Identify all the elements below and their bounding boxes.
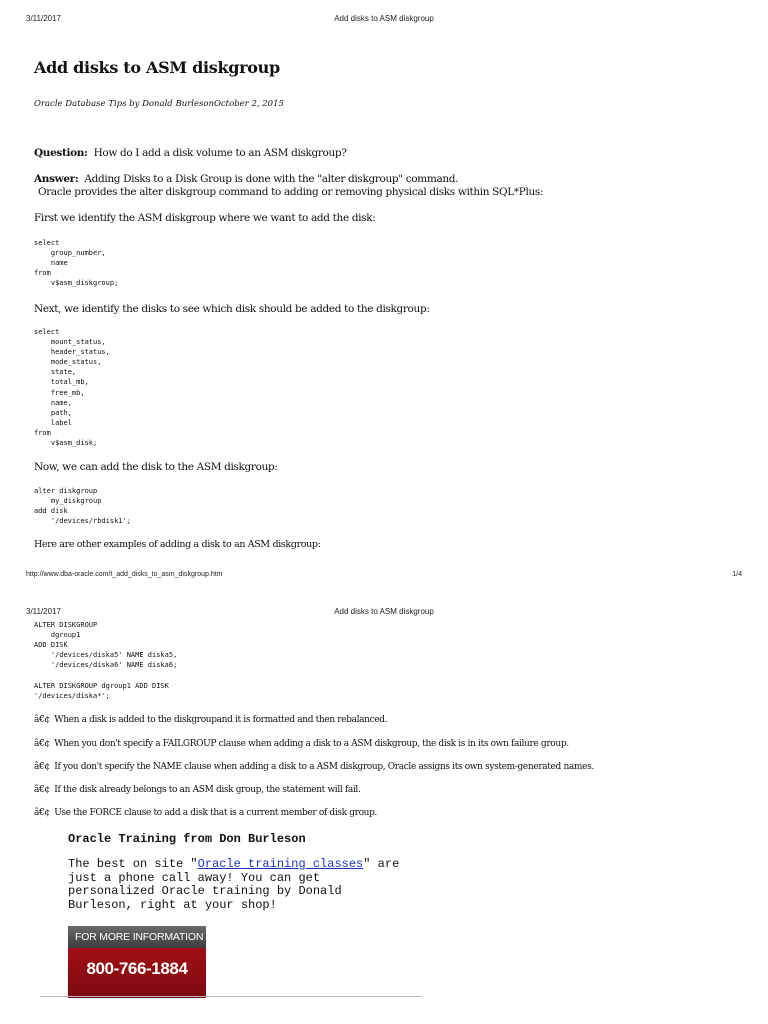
page2-header-title: Add disks to ASM diskgroup — [334, 607, 434, 616]
answer-line2: Oracle provides the alter diskgroup command to adding or removing physical disks within SQL*Plus: — [38, 186, 544, 198]
bullet-item — [34, 715, 387, 725]
oracle-training-classes-link[interactable]: Oracle training classes — [197, 857, 364, 871]
question — [34, 147, 347, 160]
bullet-mark: â€¢ — [34, 739, 50, 749]
bullet-mark: â€¢ — [34, 785, 50, 795]
promo-title: Oracle Training from Don Burleson — [68, 832, 306, 846]
phone-number: 800-766-1884 — [86, 959, 188, 978]
answer-label: Answer: — [34, 173, 79, 185]
bullet-item — [34, 785, 360, 795]
answer-text: Adding Disks to a Disk Group is done with the "alter diskgroup" command. — [84, 173, 459, 185]
bullet-mark: â€¢ — [34, 808, 50, 818]
promo-line-1-post: " are — [363, 857, 400, 871]
bullet-mark: â€¢ — [34, 715, 50, 725]
promo-line-1-pre: The best on site " — [68, 857, 198, 871]
bullet-item — [34, 739, 569, 749]
promo-line-2: just a phone call away! You can get — [68, 870, 321, 885]
question-text: How do I add a disk volume to an ASM diskgroup? — [93, 147, 347, 159]
bullet-text: If you don't specify the NAME clause when adding a disk to a ASM diskgroup, Oracle assigns its own system-generated names. — [54, 762, 594, 772]
more-information-label: FOR MORE INFORMATION — [68, 926, 206, 948]
bullet-mark: â€¢ — [34, 762, 50, 772]
code-block-alter-diskgroup: alter diskgroup my_diskgroup add disk '/devices/rbdisk1'; — [34, 487, 131, 526]
bullet-text: When you don't specify a FAILGROUP clause when adding a disk to a ASM diskgroup, the disk is in its own failure group. — [54, 739, 569, 749]
byline: Oracle Database Tips by Donald BurlesonOctober 2, 2015 — [34, 99, 284, 109]
para-identify-group: First we identify the ASM diskgroup where we want to add the disk: — [34, 212, 376, 224]
page1-header-date: 3/11/2017 — [26, 14, 61, 23]
bullet-text: If the disk already belongs to an ASM disk group, the statement will fail. — [54, 785, 361, 795]
promo-line-3: personalized Oracle training by Donald — [68, 884, 342, 899]
bullet-item — [34, 762, 594, 772]
promo-line-1 — [68, 858, 399, 872]
para-identify-disks: Next, we identify the disks to see which disk should be added to the diskgroup: — [34, 303, 430, 315]
para-examples: Here are other examples of adding a disk to an ASM diskgroup: — [34, 539, 321, 550]
page1-header-title: Add disks to ASM diskgroup — [334, 14, 434, 23]
page-title: Add disks to ASM diskgroup — [34, 58, 280, 77]
page1-footer-page-number: 1/4 — [732, 571, 742, 578]
page2-header-date: 3/11/2017 — [26, 607, 61, 616]
divider-line — [40, 996, 422, 997]
bullet-item — [34, 808, 377, 818]
promo-line-4: Burleson, right at your shop! — [68, 897, 277, 912]
code-block-disk-query: select mount_status, header_status, mode_status, state, total_mb, free_mb, name, path, label from v$asm_disk; — [34, 328, 110, 448]
para-add-disk: Now, we can add the disk to the ASM diskgroup: — [34, 461, 278, 473]
code-block-alter-examples: ALTER DISKGROUP dgroup1 ADD DISK '/devices/diska5' NAME diska5, '/devices/diska6' NAME diska6; ALTER DISKGROUP dgroup1 ADD DISK '/devices/diska*'; — [34, 621, 178, 700]
promo-text — [68, 858, 399, 912]
question-label: Question: — [34, 147, 88, 159]
bullet-text: Use the FORCE clause to add a disk that is a current member of disk group. — [54, 808, 378, 818]
bullet-text: When a disk is added to the diskgroupand it is formatted and then rebalanced. — [54, 715, 388, 725]
page1-footer-url: http://www.dba-oracle.com/t_add_disks_to_asm_diskgroup.htm — [26, 571, 223, 578]
answer — [34, 173, 458, 186]
code-block-diskgroup-query: select group_number, name from v$asm_diskgroup; — [34, 239, 119, 288]
more-information-banner[interactable] — [68, 926, 206, 998]
